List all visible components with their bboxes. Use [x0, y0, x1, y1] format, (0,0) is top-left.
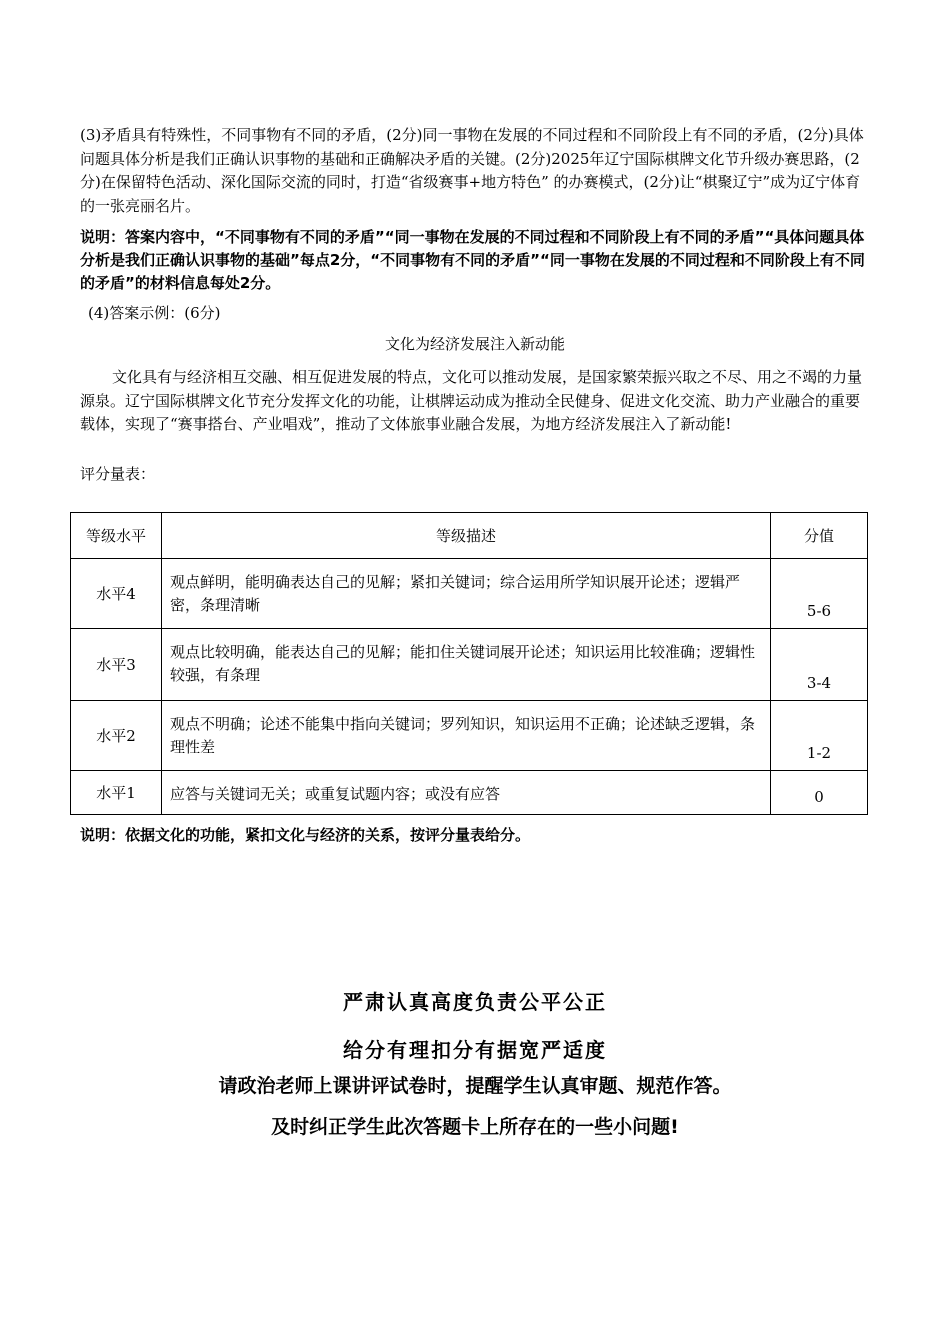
rubric-header-description: 等级描述 [162, 513, 771, 559]
rubric-header-level: 等级水平 [71, 513, 162, 559]
rubric-score: 1-2 [771, 701, 868, 771]
q4-essay-body: 文化具有与经济相互交融、相互促进发展的特点，文化可以推动发展，是国家繁荣振兴取之不尽、用之不竭的力量源泉。辽宁国际棋牌文化节充分发挥文化的功能，让棋牌运动成为推动全民健身、促进文化交流、助力产业融合的重要载体，实现了“赛事搭台、产业唱戏”，推动了文体旅事业融合发展，为地方经济发展注入了新动能! [80, 368, 863, 433]
rubric-description: 观点不明确；论述不能集中指向关键词；罗列知识，知识运用不正确；论述缺乏逻辑，条理性差 [162, 701, 771, 771]
table-row [71, 629, 868, 701]
closing-line-1: 严肃认真高度负责公平公正 [343, 990, 607, 1014]
q3-answer: (3)矛盾具有特殊性，不同事物有不同的矛盾，(2分)同一事物在发展的不同过程和不同阶段上有不同的矛盾，(2分)具体问题具体分析是我们正确认识事物的基础和正确解决矛盾的关键。(2分)2025年辽宁国际棋牌文化节升级办赛思路，(2分)在保留特色活动、深化国际交流的同时，打造“省级赛事+地方特色” 的办赛模式，(2分)让“棋聚辽宁”成为辽宁体育的一张亮丽名片。 [80, 126, 864, 215]
rubric-note: 说明：依据文化的功能，紧扣文化与经济的关系，按评分量表给分。 [80, 826, 531, 844]
rubric-level: 水平2 [71, 701, 162, 771]
rubric-description: 观点鲜明，能明确表达自己的见解；紧扣关键词；综合运用所学知识展开论述；逻辑严密，条理清晰 [162, 559, 771, 629]
closing-line-4: 及时纠正学生此次答题卡上所存在的一些小问题! [271, 1116, 679, 1138]
rubric-header-row [71, 513, 868, 559]
rubric-level: 水平1 [71, 771, 162, 815]
closing-line-2: 给分有理扣分有据宽严适度 [343, 1038, 607, 1062]
rubric-level: 水平3 [71, 629, 162, 701]
q3-scoring-note: 说明：答案内容中，“不同事物有不同的矛盾”“同一事物在发展的不同过程和不同阶段上有不同的矛盾”“具体问题具体分析是我们正确认识事物的基础”每点2分，“不同事物有不同的矛盾”“同一事物在发展的不同过程和不同阶段上有不同的矛盾”的材料信息每处2分。 [80, 228, 865, 292]
closing-line-3: 请政治老师上课讲评试卷时，提醒学生认真审题、规范作答。 [218, 1075, 732, 1097]
q4-essay-title: 文化为经济发展注入新动能 [384, 335, 565, 353]
table-row [71, 559, 868, 629]
rubric-description: 应答与关键词无关；或重复试题内容；或没有应答 [162, 771, 771, 815]
rubric-score: 0 [771, 771, 868, 815]
table-row [71, 771, 868, 815]
rubric-score: 3-4 [771, 629, 868, 701]
rubric-description: 观点比较明确，能表达自己的见解；能扣住关键词展开论述；知识运用比较准确；逻辑性较强，有条理 [162, 629, 771, 701]
rubric-level: 水平4 [71, 559, 162, 629]
rubric-header-score: 分值 [771, 513, 868, 559]
rubric-score: 5-6 [771, 559, 868, 629]
q4-heading: (4)答案示例：(6分) [88, 304, 221, 322]
table-row [71, 701, 868, 771]
scoring-scale-label: 评分量表： [80, 465, 156, 483]
rubric-table [70, 512, 868, 815]
